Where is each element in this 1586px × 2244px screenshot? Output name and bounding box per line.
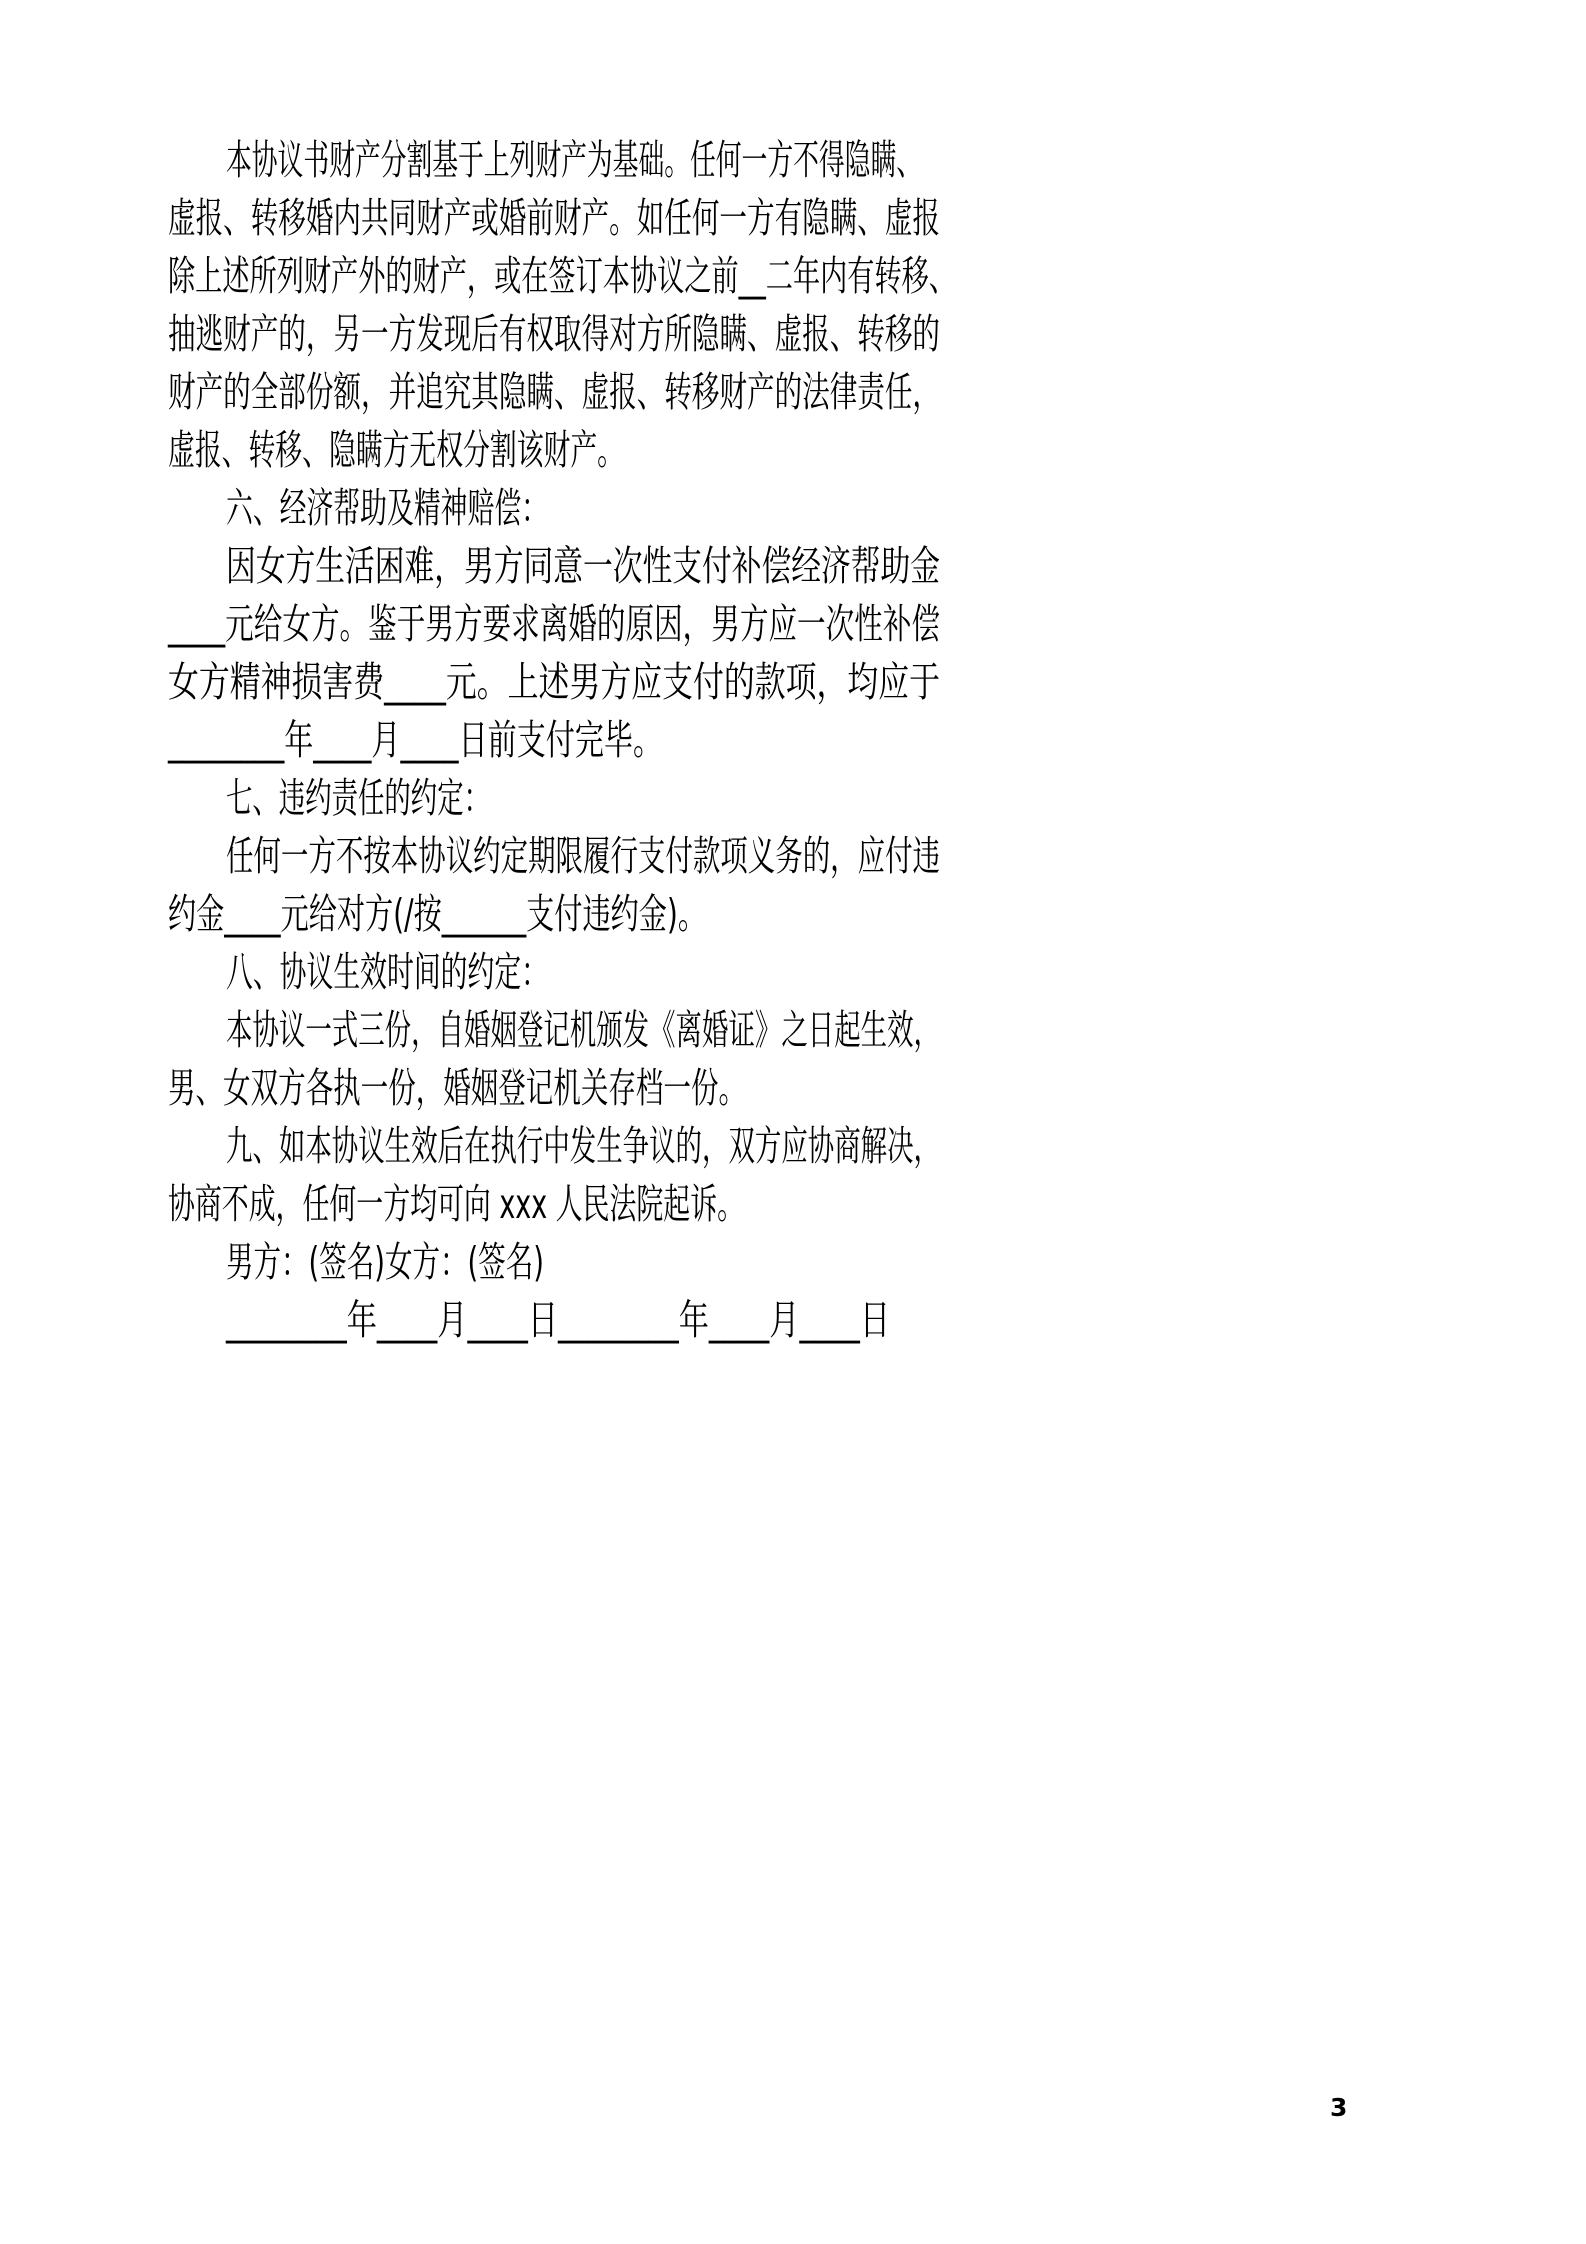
body-text: 抽逃财产的，另一方发现后有权取得对方所隐瞒、虚报、转移的 xyxy=(168,310,940,358)
date-line xyxy=(0,1278,1586,1362)
body-text: 本协议一式三份，自婚姻登记机颁发《离婚证》之日起生效， xyxy=(226,1006,940,1054)
body-text: 本协议书财产分割基于上列财产为基础。任何一方不得隐瞒、 xyxy=(226,136,922,184)
section-heading: 七、违约责任的约定： xyxy=(226,774,490,822)
section-heading: 六、经济帮助及精神赔偿： xyxy=(226,484,548,532)
signature-labels: 男方：(签名)女方：(签名) xyxy=(226,1238,544,1286)
body-text: 财产的全部份额，并追究其隐瞒、虚报、转移财产的法律责任， xyxy=(168,368,940,416)
body-text: 协商不成，任何一方均可向 xxx 人民法院起诉。 xyxy=(168,1180,744,1228)
body-text: 因女方生活困难，男方同意一次性支付补偿经济帮助金 xyxy=(226,542,940,590)
body-text: 虚报、转移婚内共同财产或婚前财产。如任何一方有隐瞒、虚报 xyxy=(168,194,940,242)
page-number: 3 xyxy=(1330,2093,1348,2122)
body-text: 约金____元给对方(/按______支付违约金)。 xyxy=(168,890,706,938)
signature-dates: ________年____月____日________年____月____日 xyxy=(226,1296,890,1344)
body-text: 除上述所列财产外的财产，或在签订本协议之前__二年内有转移、 xyxy=(168,252,956,300)
body-text: ____元给女方。鉴于男方要求离婚的原因，男方应一次性补偿 xyxy=(168,600,940,648)
body-text: ________年____月____日前支付完毕。 xyxy=(168,716,662,764)
body-text: 男、女双方各执一份，婚姻登记机关存档一份。 xyxy=(168,1064,746,1112)
body-text: 任何一方不按本协议约定期限履行支付款项义务的，应付违 xyxy=(226,832,940,880)
section-heading: 八、协议生效时间的约定： xyxy=(226,948,548,996)
body-text: 九、如本协议生效后在执行中发生争议的，双方应协商解决， xyxy=(226,1122,940,1170)
body-text: 女方精神损害费____元。上述男方应支付的款项，均应于 xyxy=(168,658,940,706)
body-text: 虚报、转移、隐瞒方无权分割该财产。 xyxy=(168,426,624,474)
